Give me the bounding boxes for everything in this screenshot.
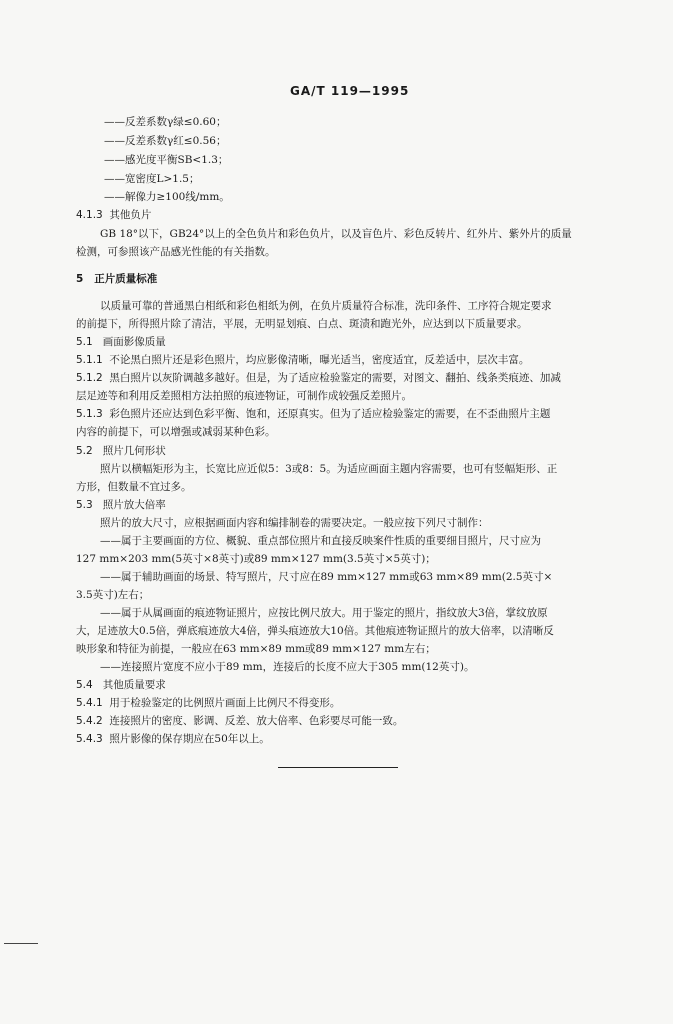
list-item: ——反差系数γ绿≤0.60； [104, 116, 227, 128]
section-number: 4.1.3 [76, 209, 103, 221]
paragraph-line: 照片以横幅矩形为主，长宽比应近似5：3或8：5。为适应画面主题内容需要，也可有竖幅矩形、正 [100, 463, 558, 475]
clause-text: 照片影像的保存期应在50年以上。 [109, 733, 270, 745]
paragraph-line: 大，足迹放大0.5倍，弹底痕迹放大4倍，弹头痕迹放大10倍。其他痕迹物证照片的放大倍率，以清晰反 [76, 625, 554, 637]
clause [76, 695, 340, 711]
section-number: 5.1.2 [76, 372, 103, 384]
clause [76, 352, 529, 368]
clause-text: 不论黑白照片还是彩色照片，均应影像清晰，曝光适当，密度适宜，反差适中，层次丰富。 [109, 354, 530, 366]
list-item: ——感光度平衡SB<1.3； [104, 154, 229, 166]
paragraph-line: 照片的放大尺寸，应根据画面内容和编排制卷的需要决定。一般应按下列尺寸制作： [100, 517, 489, 529]
page-header: GA/T 119—1995 [290, 84, 410, 98]
margin-mark [4, 943, 38, 944]
paragraph-line: GB 18°以下，GB24°以上的全色负片和彩色负片，以及盲色片、彩色反转片、红外片、紫外片的质量 [100, 228, 572, 240]
clause [76, 731, 270, 747]
clause [76, 713, 403, 729]
list-item: ——属于从属画面的痕迹物证照片，应按比例尺放大。用于鉴定的照片，指纹放大3倍，掌纹放原 [100, 607, 548, 619]
section-title: 照片放大倍率 [102, 499, 166, 511]
section-number: 5.1.3 [76, 408, 103, 420]
section-title: 其他质量要求 [102, 679, 166, 691]
section-heading [76, 334, 166, 350]
clause [76, 406, 550, 422]
list-item: ——宽密度L>1.5； [104, 173, 200, 185]
list-item: ——属于主要画面的方位、概貌、重点部位照片和直接反映案件性质的重要细目照片，尺寸应为 [100, 535, 541, 547]
list-item: ——属于辅助画面的场景、特写照片，尺寸应在89 mm×127 mm或63 mm×89 mm(2.5英寸× [100, 571, 553, 583]
clause-text: 彩色照片还应达到色彩平衡、饱和，还原真实。但为了适应检验鉴定的需要，在不歪曲照片主题 [109, 408, 551, 420]
section-heading [76, 497, 166, 513]
paragraph-line: 以质量可靠的普通黑白相纸和彩色相纸为例，在负片质量符合标准，洗印条件、工序符合规定要求 [100, 300, 552, 312]
paragraph-line: 层足迹等和利用反差照相方法拍照的痕迹物证，可制作成较强反差照片。 [76, 390, 412, 402]
section-title: 画面影像质量 [102, 336, 166, 348]
section-title: 正片质量标准 [94, 273, 158, 285]
paragraph-line: 方形，但数量不宜过多。 [76, 481, 192, 493]
clause-text: 连接照片的密度、影调、反差、放大倍率、色彩要尽可能一致。 [109, 715, 404, 727]
paragraph-line: 映形象和特征为前提，一般应在63 mm×89 mm或89 mm×127 mm左右； [76, 643, 436, 655]
end-rule [278, 767, 398, 768]
clause [76, 370, 561, 386]
paragraph-line: 检测，可参照该产品感光性能的有关指数。 [76, 246, 276, 258]
section-number: 5.4.2 [76, 715, 103, 727]
list-item: ——连接照片宽度不应小于89 mm，连接后的长度不应大于305 mm(12英寸)。 [100, 661, 475, 673]
section-number: 5.1 [76, 336, 93, 348]
section-number: 5.4.3 [76, 733, 103, 745]
paragraph-line: 127 mm×203 mm(5英寸×8英寸)或89 mm×127 mm(3.5英寸×5英寸)； [76, 553, 436, 565]
section-title: 照片几何形状 [102, 445, 166, 457]
clause-text: 黑白照片以灰阶调越多越好。但是，为了适应检验鉴定的需要，对图文、翻拍、线条类痕迹、加减 [109, 372, 561, 384]
section-heading [76, 677, 166, 693]
section-number: 5.4 [76, 679, 93, 691]
paragraph-line: 的前提下，所得照片除了清洁，平展，无明显划痕、白点、斑渍和跑光外，应达到以下质量要求。 [76, 318, 528, 330]
clause-text: 用于检验鉴定的比例照片画面上比例尺不得变形。 [109, 697, 341, 709]
section-number: 5.2 [76, 445, 93, 457]
section-heading [76, 443, 166, 459]
list-item: ——反差系数γ红≤0.56； [104, 135, 227, 147]
paragraph-line: 内容的前提下，可以增强或减弱某种色彩。 [76, 426, 276, 438]
paragraph-line: 3.5英寸)左右； [76, 589, 150, 601]
section-title: 其他负片 [109, 209, 152, 221]
section-number: 5 [76, 273, 84, 285]
section-number: 5.3 [76, 499, 93, 511]
section-heading [76, 207, 151, 223]
list-item: ——解像力≥100线/mm。 [104, 191, 230, 203]
section-number: 5.1.1 [76, 354, 103, 366]
chapter-heading [76, 271, 157, 287]
section-number: 5.4.1 [76, 697, 103, 709]
